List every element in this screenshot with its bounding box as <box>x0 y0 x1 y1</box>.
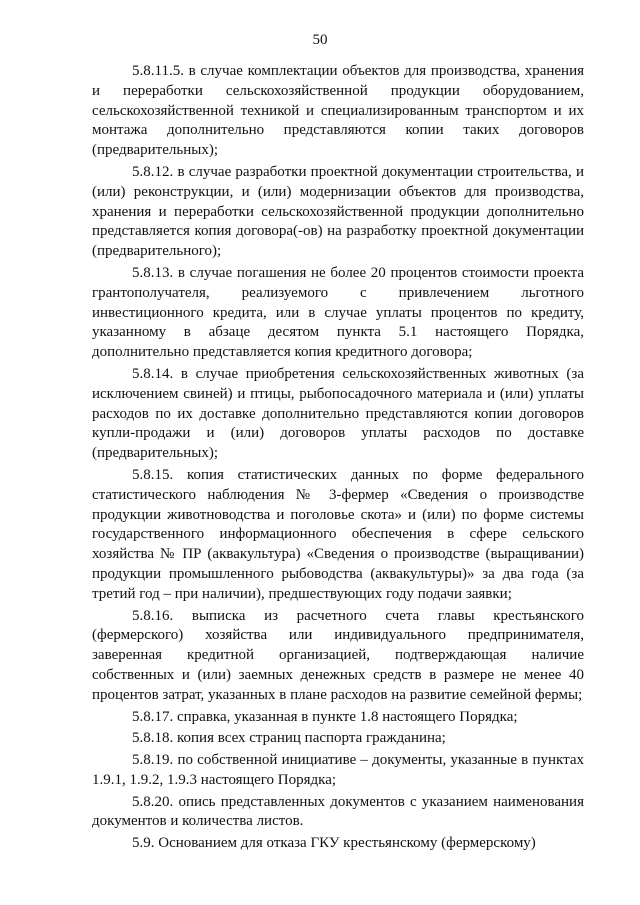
page-number: 50 <box>312 32 328 48</box>
paragraph-5-8-11-5: 5.8.11.5. в случае комплектации объектов для производства, хранения и переработки сельскохозяйственной продукции оборудованием, сельскохозяйственной техникой и специализированным транспортом и их монтажа дополнительно представляются копии таких договоров (предварительных); <box>92 63 584 159</box>
paragraph-5-9: 5.9. Основанием для отказа ГКУ крестьянскому (фермерскому) <box>132 835 536 852</box>
paragraph-5-8-15: 5.8.15. копия статистических данных по форме федерального статистического наблюдения № 3-фермер «Сведения о производстве продукции животноводства и поголовье скота» и (или) по форме системы государственного информационного обеспечения в сфере сельского хозяйства № ПР (аквакультура) «Сведения о производстве (выращивании) продукции промышленного рыбоводства (аквакультуры)» за два года (за третий год – при наличии), предшествующих году подачи заявки; <box>92 466 584 602</box>
paragraph-5-8-13: 5.8.13. в случае погашения не более 20 процентов стоимости проекта грантополучателя, реализуемого с привлечением льготного инвестиционного кредита, или в случае уплаты процентов по кредиту, указанному в абзаце десятом пункта 5.1 настоящего Порядка, дополнительно представляется копия кредитного договора; <box>92 264 584 361</box>
paragraph-5-8-12: 5.8.12. в случае разработки проектной документации строительства, и (или) реконструкции, и (или) модернизации объектов для производства, хранения и переработки сельскохозяйственной продукции дополнительно представляется копия договора(-ов) на разработку проектной документации (предварительного); <box>92 163 584 260</box>
paragraph-5-8-20: 5.8.20. опись представленных документов с указанием наименования документов и количества листов. <box>92 793 584 830</box>
paragraph-5-8-18: 5.8.18. копия всех страниц паспорта гражданина; <box>132 730 446 747</box>
paragraph-5-8-14: 5.8.14. в случае приобретения сельскохозяйственных животных (за исключением свиней) и птицы, рыбопосадочного материала и (или) уплаты расходов по их доставке дополнительно представляются копии договоров купли-продажи и (или) договоров уплаты расходов по доставке (предварительных); <box>92 365 584 462</box>
document-body <box>92 62 584 856</box>
paragraph-5-8-16: 5.8.16. выписка из расчетного счета главы крестьянского (фермерского) хозяйства или индивидуального предпринимателя, заверенная кредитной организацией, подтверждающая наличие собственных и (или) заемных денежных средств в размере не менее 40 процентов затрат, указанных в плане расходов на развитие семейной фермы; <box>92 607 584 703</box>
paragraph-5-8-17: 5.8.17. справка, указанная в пункте 1.8 настоящего Порядка; <box>132 708 518 725</box>
paragraph-5-8-19: 5.8.19. по собственной инициативе – документы, указанные в пунктах 1.9.1, 1.9.2, 1.9.3 настоящего Порядка; <box>92 752 584 788</box>
